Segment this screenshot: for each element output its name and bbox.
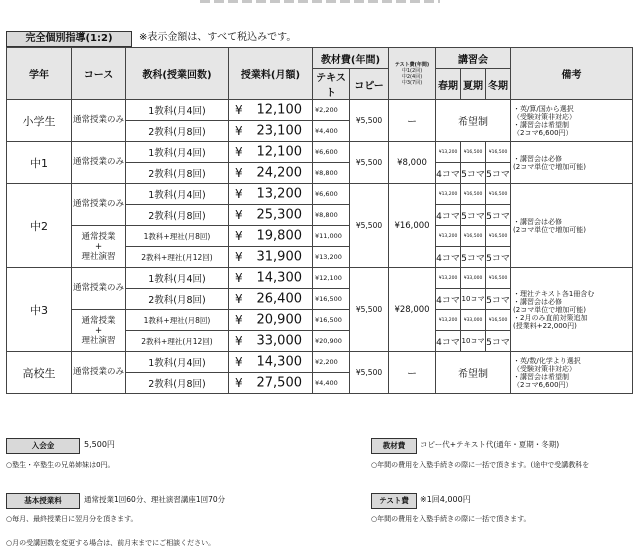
course-high: 通常授業のみ	[72, 352, 126, 394]
test-fee-note: ○年間の費用を入塾手続きの際に一括で頂きます。	[371, 515, 531, 523]
plan-title: 完全個別指導(1:2)	[6, 31, 132, 47]
text-fee-cell: ¥4,400	[313, 373, 350, 394]
tuition-cell	[229, 205, 313, 226]
seminar-winter: 5コマ	[486, 163, 511, 184]
seminar-summer: ¥16,500	[461, 184, 486, 205]
header-remarks: 備考	[511, 48, 633, 100]
seminar-summer: 5コマ	[461, 247, 486, 268]
header-test-label: テスト費(年間)	[394, 61, 430, 68]
text-fee-cell: ¥6,600	[313, 184, 350, 205]
seminar-winter: ¥16,500	[486, 226, 511, 247]
seminar-cell: 希望制	[436, 352, 511, 394]
header-grade: 学年	[7, 48, 72, 100]
yen-sign: ¥	[235, 145, 243, 159]
entrance-fee-label: 入会金	[6, 438, 80, 454]
remarks-cell: ・英/数/化学より選択 （受験対策非対応） ・講習会は希望制 （2コマ6,600円）	[511, 352, 633, 394]
tuition-amount: 26,400	[256, 291, 302, 307]
yen-sign: ¥	[235, 292, 243, 306]
tuition-cell	[229, 310, 313, 331]
subject-cell: 1教科+理社(月8回)	[126, 310, 229, 331]
seminar-summer: ¥33,000	[461, 268, 486, 289]
cropped-heading-strip	[200, 0, 440, 3]
remarks-cell: ・英/算/国から選択 （受験対策非対応） ・講習会は希望制 （2コマ6,600円）	[511, 100, 633, 142]
yen-sign: ¥	[235, 271, 243, 285]
test-fee-cell: ー	[389, 100, 436, 142]
course-chu1: 通常授業のみ	[72, 142, 126, 184]
tuition-amount: 25,300	[256, 207, 302, 223]
tuition-amount: 13,200	[256, 186, 302, 202]
tuition-cell	[229, 142, 313, 163]
subject-cell: 1教科(月4回)	[126, 184, 229, 205]
seminar-winter: 5コマ	[486, 247, 511, 268]
course-chu3-b: 通常授業 + 理社演習	[72, 310, 126, 352]
header-text: テキスト	[313, 69, 350, 100]
grade-chu1: 中1	[7, 142, 72, 184]
text-fee-cell: ¥20,900	[313, 331, 350, 352]
test-fee-cell: ¥8,000	[389, 142, 436, 184]
tuition-cell	[229, 247, 313, 268]
tuition-amount: 19,800	[256, 228, 302, 244]
seminar-spring: 4コマ	[436, 205, 461, 226]
subject-cell: 1教科(月4回)	[126, 142, 229, 163]
seminar-spring: 4コマ	[436, 163, 461, 184]
remarks-cell: ・講習会は必修 (2コマ単位で増加可能)	[511, 184, 633, 268]
header-tuition: 授業料(月額)	[229, 48, 313, 100]
yen-sign: ¥	[235, 187, 243, 201]
course-chu3-a: 通常授業のみ	[72, 268, 126, 310]
seminar-winter: 5コマ	[486, 289, 511, 310]
text-fee-cell: ¥16,500	[313, 289, 350, 310]
header-subjects: 教科(授業回数)	[126, 48, 229, 100]
grade-elementary: 小学生	[7, 100, 72, 142]
tuition-amount: 12,100	[256, 102, 302, 118]
basic-fee-label: 基本授業料	[6, 493, 80, 509]
tuition-cell	[229, 289, 313, 310]
material-fee-label: 教材費	[371, 438, 417, 454]
material-fee-note: ○年間の費用を入塾手続きの際に一括で頂きます。(途中で受講教科を	[371, 461, 590, 469]
seminar-winter: 5コマ	[486, 331, 511, 352]
seminar-spring: ¥13,200	[436, 310, 461, 331]
copy-fee-cell: ¥5,500	[350, 352, 389, 394]
subject-cell: 2教科(月8回)	[126, 121, 229, 142]
basic-fee-note-1: ○毎月、最終授業日に翌月分を頂きます。	[6, 515, 138, 523]
tuition-cell	[229, 352, 313, 373]
basic-fee-note-2: ○月の受講回数を変更する場合は、前月末までにご相談ください。	[6, 539, 216, 547]
seminar-winter: ¥16,500	[486, 268, 511, 289]
text-fee-cell: ¥12,100	[313, 268, 350, 289]
tuition-cell	[229, 100, 313, 121]
seminar-summer: 10コマ	[461, 331, 486, 352]
material-fee-value: コピー代+テキスト代(通年・夏期・冬期)	[420, 440, 560, 449]
tuition-amount: 23,100	[256, 123, 302, 139]
seminar-winter: ¥16,500	[486, 142, 511, 163]
tuition-amount: 31,900	[256, 249, 302, 265]
seminar-spring: ¥13,200	[436, 142, 461, 163]
tuition-amount: 14,300	[256, 354, 302, 370]
tuition-cell	[229, 268, 313, 289]
seminar-cell: 希望制	[436, 100, 511, 142]
copy-fee-cell: ¥5,500	[350, 142, 389, 184]
seminar-summer: 5コマ	[461, 205, 486, 226]
course-chu2-b: 通常授業 + 理社演習	[72, 226, 126, 268]
seminar-spring: 4コマ	[436, 331, 461, 352]
seminar-winter: ¥16,500	[486, 184, 511, 205]
header-spring: 春期	[436, 69, 461, 100]
seminar-spring: 4コマ	[436, 289, 461, 310]
text-fee-cell: ¥8,800	[313, 163, 350, 184]
yen-sign: ¥	[235, 166, 243, 180]
seminar-summer: ¥16,500	[461, 226, 486, 247]
header-copy: コピー	[350, 69, 389, 100]
yen-sign: ¥	[235, 376, 243, 390]
text-fee-cell: ¥6,600	[313, 142, 350, 163]
tuition-amount: 27,500	[256, 375, 302, 391]
tuition-cell	[229, 373, 313, 394]
basic-fee-value: 通常授業1回60分、理社演習講座1回70分	[84, 495, 226, 504]
test-fee-value: ※1回4,000円	[420, 495, 471, 504]
text-fee-cell: ¥11,000	[313, 226, 350, 247]
tuition-cell	[229, 331, 313, 352]
subject-cell: 2教科+理社(月12回)	[126, 247, 229, 268]
seminar-spring: ¥13,200	[436, 184, 461, 205]
grade-chu3: 中3	[7, 268, 72, 352]
tuition-amount: 20,900	[256, 312, 302, 328]
tuition-cell	[229, 226, 313, 247]
subject-cell: 2教科+理社(月12回)	[126, 331, 229, 352]
header-materials: 教材費(年間)	[313, 48, 389, 69]
text-fee-cell: ¥13,200	[313, 247, 350, 268]
remarks-cell: ・理社テキスト各1冊含む ・講習会は必修 (2コマ単位で増加可能) ・2月のみ直前対策追加 (授業料+22,000円)	[511, 268, 633, 352]
subject-cell: 2教科(月8回)	[126, 289, 229, 310]
subject-cell: 1教科(月4回)	[126, 100, 229, 121]
tuition-cell	[229, 163, 313, 184]
yen-sign: ¥	[235, 229, 243, 243]
yen-sign: ¥	[235, 355, 243, 369]
text-fee-cell: ¥8,800	[313, 205, 350, 226]
yen-sign: ¥	[235, 250, 243, 264]
seminar-summer: ¥33,000	[461, 310, 486, 331]
seminar-winter: 5コマ	[486, 205, 511, 226]
test-fee-cell: ¥16,000	[389, 184, 436, 268]
yen-sign: ¥	[235, 124, 243, 138]
header-test-sub: 中1(2回) 中2(4回) 中3(7回)	[401, 67, 423, 86]
entrance-fee-value: 5,500円	[84, 440, 115, 449]
header-summer: 夏期	[461, 69, 486, 100]
remarks-cell: ・講習会は必修 (2コマ単位で増加可能)	[511, 142, 633, 184]
text-fee-cell: ¥2,200	[313, 352, 350, 373]
tuition-amount: 12,100	[256, 144, 302, 160]
seminar-spring: 4コマ	[436, 247, 461, 268]
tuition-cell	[229, 121, 313, 142]
tuition-amount: 24,200	[256, 165, 302, 181]
grade-chu2: 中2	[7, 184, 72, 268]
test-fee-label: テスト費	[371, 493, 417, 509]
text-fee-cell: ¥16,500	[313, 310, 350, 331]
header-seminar: 講習会	[436, 48, 511, 69]
header-course: コース	[72, 48, 126, 100]
seminar-spring: ¥13,200	[436, 268, 461, 289]
tuition-amount: 33,000	[256, 333, 302, 349]
test-fee-cell: ー	[389, 352, 436, 394]
seminar-winter: ¥16,500	[486, 310, 511, 331]
text-fee-cell: ¥2,200	[313, 100, 350, 121]
yen-sign: ¥	[235, 313, 243, 327]
yen-sign: ¥	[235, 208, 243, 222]
subject-cell: 2教科(月8回)	[126, 163, 229, 184]
header-test	[389, 48, 436, 100]
subject-cell: 1教科(月4回)	[126, 352, 229, 373]
copy-fee-cell: ¥5,500	[350, 184, 389, 268]
subject-cell: 1教科(月4回)	[126, 268, 229, 289]
yen-sign: ¥	[235, 103, 243, 117]
subject-cell: 1教科+理社(月8回)	[126, 226, 229, 247]
yen-sign: ¥	[235, 334, 243, 348]
seminar-spring: ¥13,200	[436, 226, 461, 247]
test-fee-cell: ¥28,000	[389, 268, 436, 352]
seminar-summer: 5コマ	[461, 163, 486, 184]
course-chu2-a: 通常授業のみ	[72, 184, 126, 226]
text-fee-cell: ¥4,400	[313, 121, 350, 142]
entrance-fee-note: ○塾生・卒塾生の兄弟姉妹は0円。	[6, 461, 115, 469]
grade-high: 高校生	[7, 352, 72, 394]
fee-table	[6, 47, 633, 394]
subject-cell: 2教科(月8回)	[126, 205, 229, 226]
tuition-amount: 14,300	[256, 270, 302, 286]
tax-note: ※表示金額は、すべて税込みです。	[139, 32, 297, 43]
header-winter: 冬期	[486, 69, 511, 100]
seminar-summer: 10コマ	[461, 289, 486, 310]
subject-cell: 2教科(月8回)	[126, 373, 229, 394]
seminar-summer: ¥16,500	[461, 142, 486, 163]
copy-fee-cell: ¥5,500	[350, 100, 389, 142]
tuition-cell	[229, 184, 313, 205]
course-elementary: 通常授業のみ	[72, 100, 126, 142]
copy-fee-cell: ¥5,500	[350, 268, 389, 352]
